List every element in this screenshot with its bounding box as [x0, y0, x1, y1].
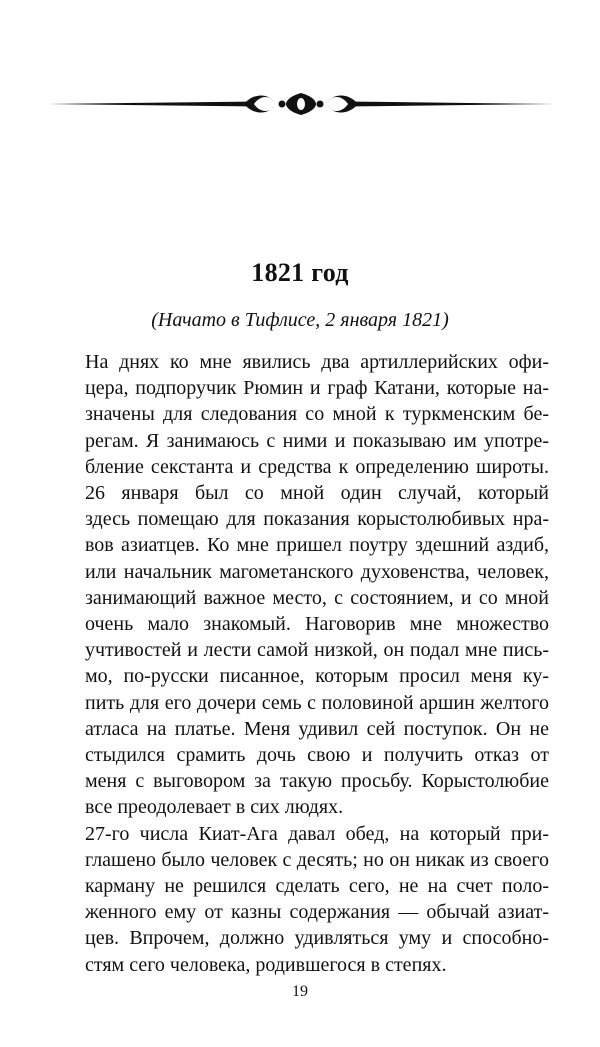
text-line: занимающий важное место, с состоянием, и со мной — [85, 586, 549, 609]
text-line: женного ему от казны содержания — обычай азиат- — [85, 901, 549, 924]
paragraph-1 — [57, 349, 549, 480]
text-line: цев. Впрочем, должно удивляться уму и способно- — [85, 927, 549, 950]
text-line: бление секстанта и средства к определению широты. — [85, 455, 549, 478]
text-line: цера, подпоручик Рюмин и граф Катани, которые на- — [85, 377, 549, 400]
chapter-title: 1821 год — [251, 258, 349, 287]
paragraph-2 — [57, 480, 549, 821]
text-line: очень мало знакомый. Наговорив мне множество — [85, 613, 549, 636]
text-line: атласа на платье. Меня удивил сей поступок. Он не — [85, 717, 549, 740]
paragraph-3 — [57, 821, 549, 978]
text-line: здесь помещаю для показания корыстолюбивых нра- — [85, 508, 549, 531]
text-line: регам. Я занимаюсь с ними и показываю им употре- — [85, 429, 549, 452]
text-line: мо, по-русски писанное, которым просил меня ку- — [85, 665, 549, 688]
text-line: все преодолевает в сих людях. — [85, 796, 344, 819]
text-line: На днях ко мне явились два артиллерийских офи- — [85, 351, 549, 373]
text-line: значены для следования со мной к туркменским бе- — [85, 403, 549, 426]
chapter-subtitle: (Начато в Тифлисе, 2 января 1821) — [151, 309, 449, 331]
text-line: стям сего человека, родившегося в степях. — [85, 953, 447, 976]
body-text — [57, 349, 549, 978]
ornamental-divider — [48, 88, 554, 120]
text-line: стыдился срамить дочь свою и получить отказ от — [85, 744, 549, 767]
text-line: 27-го числа Киат-Ага давал обед, на который при- — [85, 822, 549, 845]
text-line: меня с выговором за такую просьбу. Корыстолюбие — [85, 770, 549, 793]
text-line: карману не решился сделать сего, не на счет поло- — [85, 875, 549, 898]
text-line: учтивостей и лести самой низкой, он подал мне пись- — [85, 639, 549, 662]
text-line: пить для его дочери семь с половиной аршин желтого — [85, 691, 549, 714]
page-number: 19 — [292, 983, 308, 1000]
text-line: вов азиатцев. Ко мне пришел поутру здешний аздиб, — [85, 534, 549, 557]
text-line: или начальник магометанского духовенства, человек, — [85, 560, 549, 583]
text-line: 26 января был со мной один случай, который — [85, 482, 549, 505]
text-line: глашено было человек с десять; но он никак из своего — [85, 848, 549, 871]
